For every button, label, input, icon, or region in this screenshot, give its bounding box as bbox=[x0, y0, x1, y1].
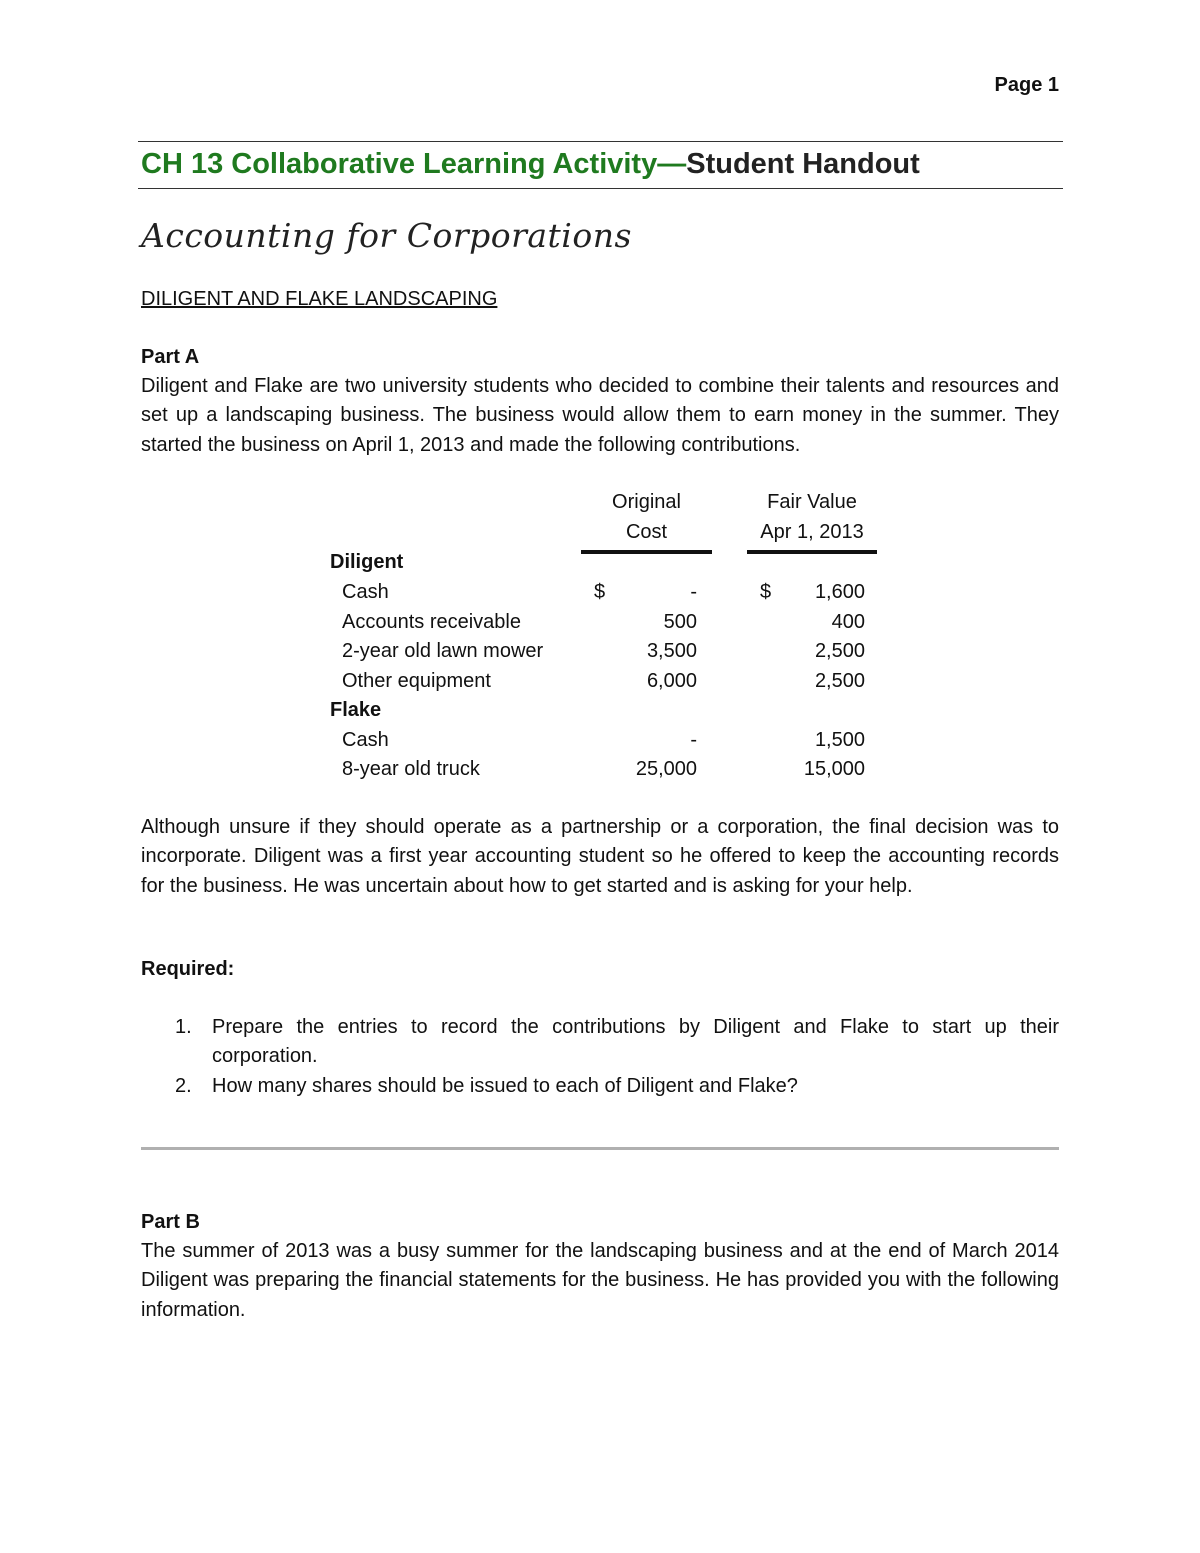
original-cost-value: - bbox=[690, 728, 697, 751]
col1-header-line1: Original bbox=[612, 491, 681, 513]
original-cost-value: 6,000 bbox=[646, 669, 697, 692]
part-a-intro: Diligent and Flake are two university students who decided to combine their talents and resources and set up a landscaping business. The business would allow them to earn money in the summer. They started the business on April 1, 2013 and made the following contributions. bbox=[141, 375, 1059, 456]
row-label: Cash bbox=[342, 581, 389, 603]
part-b-intro: The summer of 2013 was a busy summer for the landscaping business and at the end of March 2014 Diligent was preparing the financial statements for the business. He has provided you with the following information. bbox=[141, 1240, 1059, 1321]
table-row bbox=[330, 637, 890, 667]
fair-value-value: 2,500 bbox=[814, 669, 865, 692]
part-b-label: Part B bbox=[141, 1211, 200, 1233]
table-row bbox=[330, 667, 890, 697]
list-text: How many shares should be issued to each of Diligent and Flake? bbox=[212, 1074, 798, 1097]
col1-header-line2: Cost bbox=[625, 520, 668, 543]
part-a-label: Part A bbox=[141, 346, 200, 368]
group-label: Diligent bbox=[330, 551, 404, 573]
fair-value-value: 400 bbox=[831, 610, 865, 633]
section-heading: DILIGENT AND FLAKE LANDSCAPING bbox=[141, 288, 498, 310]
list-number: 1. bbox=[175, 1016, 192, 1038]
table-row bbox=[330, 755, 890, 785]
list-item bbox=[141, 1072, 1059, 1101]
fair-value-value: 2,500 bbox=[814, 640, 865, 662]
row-label: Cash bbox=[342, 728, 389, 751]
section-divider bbox=[141, 1147, 1059, 1150]
table-row bbox=[330, 578, 890, 608]
page-title bbox=[141, 148, 920, 181]
col-original-cost-header bbox=[581, 488, 712, 554]
part-a-followup: Although unsure if they should operate as a partnership or a corporation, the final decision was to incorporate. Diligent was a first year accounting student so he offered to keep the accounting records for the business. He was uncertain about how to get started and is asking for your help. bbox=[141, 816, 1059, 897]
fair-value-value: 1,500 bbox=[814, 728, 865, 751]
table-row bbox=[330, 726, 890, 756]
col2-header-line1: Fair Value bbox=[767, 491, 857, 513]
header-rule-top bbox=[138, 141, 1063, 142]
original-cost-value: 25,000 bbox=[635, 758, 697, 780]
row-label: Other equipment bbox=[342, 669, 491, 692]
group-row-flake bbox=[330, 696, 890, 726]
original-cost-value: 500 bbox=[663, 610, 697, 633]
table-row bbox=[330, 608, 890, 638]
currency-symbol: $ bbox=[760, 581, 772, 603]
col2-header-line2: Apr 1, 2013 bbox=[760, 520, 864, 543]
group-label: Flake bbox=[330, 699, 382, 721]
header-rule-bottom bbox=[138, 188, 1063, 189]
document-subtitle: Accounting for Corporations bbox=[141, 216, 632, 255]
original-cost-value: 3,500 bbox=[646, 640, 697, 662]
row-label: Accounts receivable bbox=[342, 610, 521, 633]
fair-value-value: 15,000 bbox=[803, 758, 865, 780]
row-label: 2-year old lawn mower bbox=[342, 640, 544, 662]
required-label: Required: bbox=[141, 958, 235, 980]
list-text: Prepare the entries to record the contributions by Diligent and Flake to start up their corporation. bbox=[212, 1016, 1059, 1068]
fair-value-value: 1,600 bbox=[814, 581, 865, 603]
list-item bbox=[141, 1013, 1059, 1072]
col-fair-value-header bbox=[747, 488, 877, 554]
page-number: Page 1 bbox=[994, 74, 1059, 96]
group-row-diligent bbox=[330, 548, 890, 578]
row-label: 8-year old truck bbox=[342, 758, 480, 780]
currency-symbol: $ bbox=[594, 581, 606, 603]
page-title-main: CH 13 Collaborative Learning Activity— bbox=[141, 148, 687, 180]
original-cost-value: - bbox=[690, 581, 697, 603]
required-list bbox=[141, 1013, 1059, 1101]
page-title-suffix: Student Handout bbox=[686, 148, 920, 180]
list-number: 2. bbox=[175, 1074, 192, 1097]
